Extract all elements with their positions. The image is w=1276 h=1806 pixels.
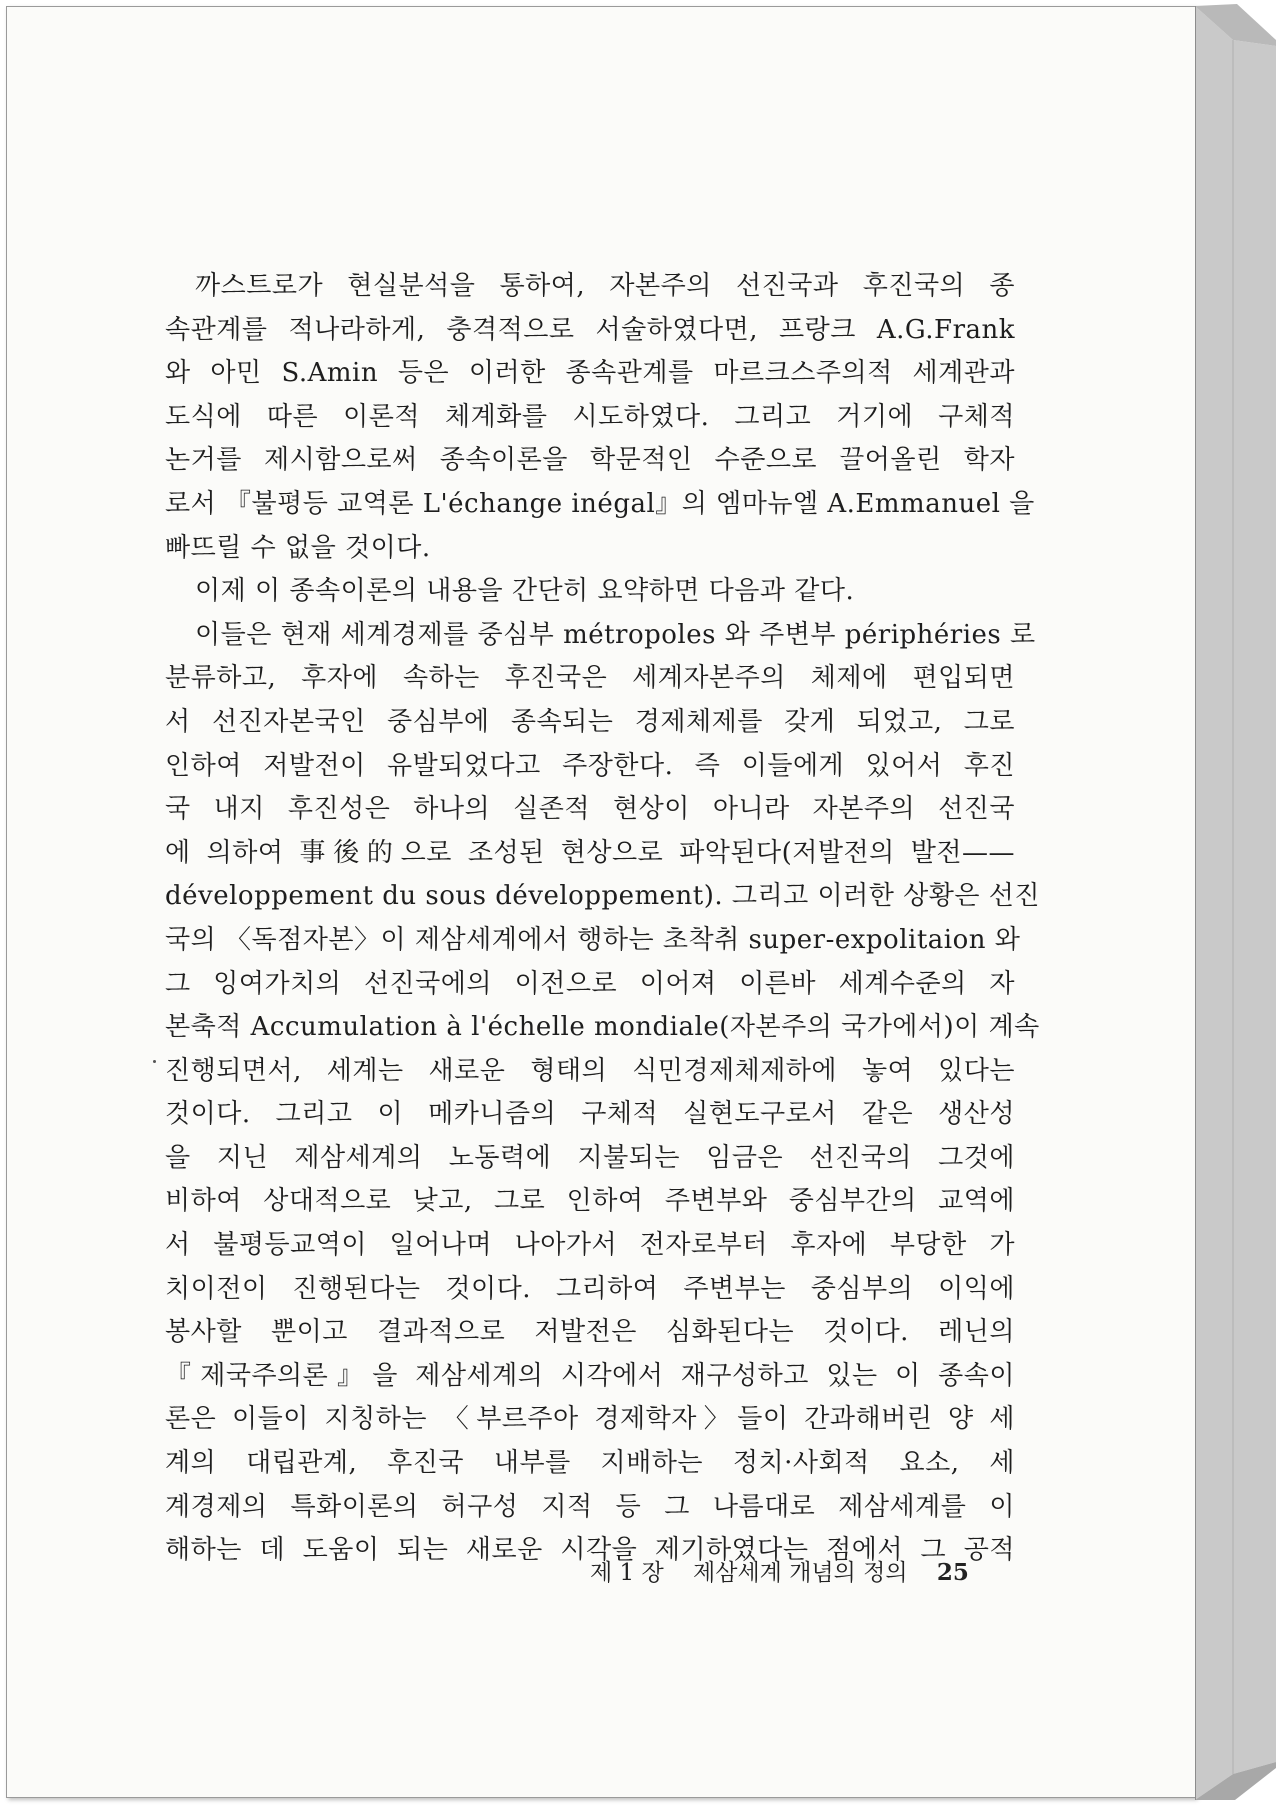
text-line: 빠뜨릴 수 없을 것이다. [165, 532, 431, 563]
text-line: 해하는 데 도움이 되는 새로운 시각을 제기하였다는 점에서 그 공적 [165, 1535, 1015, 1566]
text-line: 이들은 현재 세계경제를 중심부 métropoles 와 주변부 périphéries 로 [195, 619, 1036, 650]
text-line: 속관계를 적나라하게, 충격적으로 서술하였다면, 프랑크 A.G.Frank [165, 314, 1015, 345]
footer-chapter: 제 1 장 [590, 1560, 664, 1586]
text-line: 비하여 상대적으로 낮고, 그로 인하여 주변부와 중심부간의 교역에 [165, 1186, 1015, 1217]
text-line: 에 의하여 事後的으로 조성된 현상으로 파악된다(저발전의 발전—— [165, 837, 1015, 868]
text-line: 국 내지 후진성은 하나의 실존적 현상이 아니라 자본주의 선진국 [165, 794, 1015, 825]
text-line: 와 아민 S.Amin 등은 이러한 종속관계를 마르크스주의적 세계관과 [165, 358, 1015, 389]
text-line: 치이전이 진행된다는 것이다. 그리하여 주변부는 중심부의 이익에 [165, 1273, 1015, 1304]
text-line: 논거를 제시함으로써 종속이론을 학문적인 수준으로 끌어올린 학자 [165, 445, 1015, 476]
text-line: 진행되면서, 세계는 새로운 형태의 식민경제체제하에 놓여 있다는 [165, 1055, 1015, 1086]
text-line: 계경제의 특화이론의 허구성 지적 등 그 나름대로 제삼세계를 이 [165, 1491, 1015, 1522]
body-text [165, 265, 1040, 1573]
text-line: 계의 대립관계, 후진국 내부를 지배하는 정치·사회적 요소, 세 [165, 1448, 1015, 1479]
text-line: 까스트로가 현실분석을 통하여, 자본주의 선진국과 후진국의 종 [195, 271, 1015, 301]
running-footer [590, 1555, 990, 1591]
page-number: 25 [936, 1559, 969, 1586]
text-line: 을 지닌 제삼세계의 노동력에 지불되는 임금은 선진국의 그것에 [165, 1142, 1015, 1173]
footer-chapter-title: 제삼세계 개념의 정의 [693, 1560, 908, 1586]
text-line: 론은 이들이 지칭하는 〈부르주아 경제학자〉들이 간과해버린 양 세 [165, 1404, 1015, 1435]
text-line: 본축적 Accumulation à l'échelle mondiale(자본주의 국가에서)이 계속 [165, 1012, 1040, 1043]
text-line: 분류하고, 후자에 속하는 후진국은 세계자본주의 체제에 편입되면 [165, 663, 1015, 694]
page-stack-edge [1195, 0, 1276, 1806]
paragraph-1 [165, 265, 1035, 570]
text-line: 국의 〈독점자본〉이 제삼세계에서 행하는 초착취 super-expolitaion 와 [165, 924, 1021, 955]
text-line: 도식에 따른 이론적 체계화를 시도하였다. 그리고 거기에 구체적 [165, 401, 1015, 432]
text-line: 『제국주의론』을 제삼세계의 시각에서 재구성하고 있는 이 종속이 [165, 1360, 1015, 1391]
text-line: 그 잉여가치의 선진국에의 이전으로 이어져 이른바 세계수준의 자 [165, 968, 1015, 999]
paragraph-3 [165, 614, 1040, 1573]
text-line: développement du sous développement). 그리고 이러한 상황은 선진 [165, 881, 1040, 912]
text-line: 로서 『불평등 교역론 L'échange inégal』의 엠마뉴엘 A.Emmanuel 을 [165, 488, 1035, 519]
stray-ink-mark [153, 1060, 156, 1063]
text-line: 서 불평등교역이 일어나며 나아가서 전자로부터 후자에 부당한 가 [165, 1230, 1015, 1261]
text-line: 것이다. 그리고 이 메카니즘의 구체적 실현도구로서 같은 생산성 [165, 1099, 1015, 1130]
text-line: 이제 이 종속이론의 내용을 간단히 요약하면 다음과 같다. [195, 576, 855, 607]
paragraph-2 [165, 570, 1015, 614]
text-line: 서 선진자본국인 중심부에 종속되는 경제체제를 갖게 되었고, 그로 [165, 706, 1015, 737]
text-line: 봉사할 뿐이고 결과적으로 저발전은 심화된다는 것이다. 레닌의 [165, 1317, 1015, 1348]
text-line: 인하여 저발전이 유발되었다고 주장한다. 즉 이들에게 있어서 후진 [165, 750, 1015, 781]
